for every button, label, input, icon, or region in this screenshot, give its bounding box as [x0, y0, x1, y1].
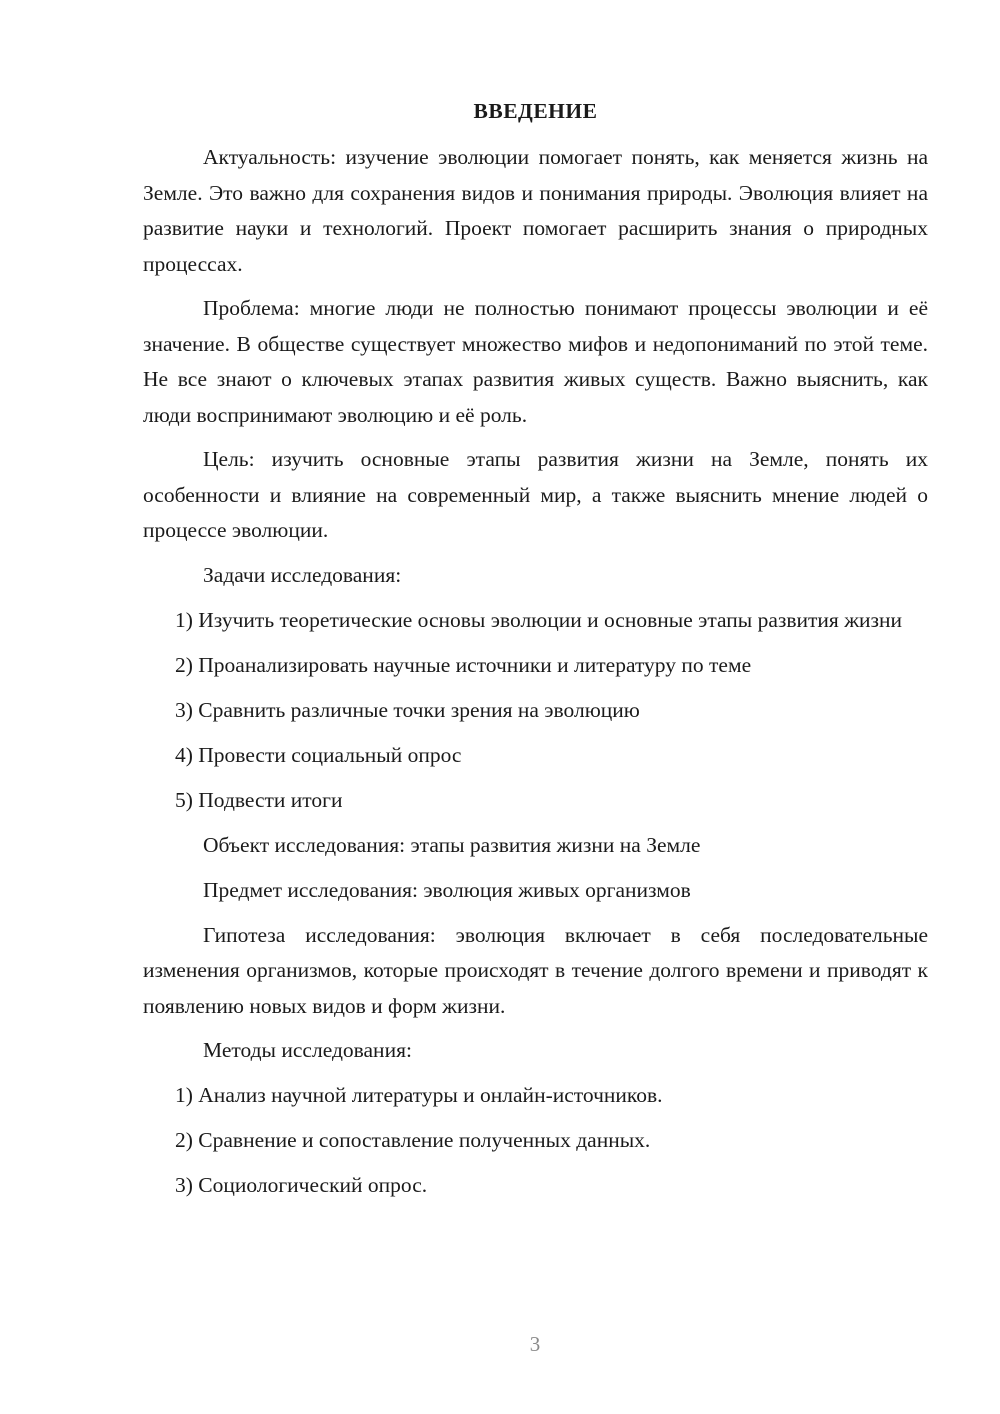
task-item-3: 3) Сравнить различные точки зрения на эволюцию — [175, 697, 640, 722]
page-content — [143, 97, 928, 1213]
task-item-1: 1) Изучить теоретические основы эволюции и основные этапы развития жизни — [175, 607, 903, 632]
section-title: ВВЕДЕНИЕ — [473, 99, 598, 123]
hypothesis-paragraph: Гипотеза исследования: эволюция включает в себя последовательные изменения организмов, которые происходят в течение долгого времени и приводят к появлению новых видов и форм жизни. — [143, 922, 928, 1018]
goal-paragraph: Цель: изучить основные этапы развития жизни на Земле, понять их особенности и влияние на современный мир, а также выяснить мнение людей о процессе эволюции. — [143, 447, 928, 542]
problem-paragraph: Проблема: многие люди не полностью понимают процессы эволюции и её значение. В обществе существует множество мифов и недопониманий по этой теме. Не все знают о ключевых этапах развития живых существ. Важно выяснить, как люди воспринимают эволюцию и её роль. — [143, 296, 928, 427]
research-object: Объект исследования: этапы развития жизни на Земле — [203, 832, 701, 857]
task-item-4: 4) Провести социальный опрос — [175, 742, 462, 767]
task-item-5: 5) Подвести итоги — [175, 787, 343, 812]
methods-heading: Методы исследования: — [203, 1038, 412, 1062]
task-item-2: 2) Проанализировать научные источники и литературу по теме — [175, 652, 752, 677]
relevance-paragraph: Актуальность: изучение эволюции помогает понять, как меняется жизнь на Земле. Это важно для сохранения видов и понимания природы. Эволюция влияет на развитие науки и технологий. Проект помогает расширить знания о природных процессах. — [143, 145, 928, 276]
research-subject: Предмет исследования: эволюция живых организмов — [203, 877, 691, 902]
method-item-2: 2) Сравнение и сопоставление полученных данных. — [175, 1128, 651, 1152]
method-item-3: 3) Социологический опрос. — [175, 1173, 428, 1197]
page-number: 3 — [529, 1332, 541, 1356]
tasks-heading: Задачи исследования: — [203, 562, 402, 587]
method-item-1: 1) Анализ научной литературы и онлайн-источников. — [175, 1083, 663, 1107]
